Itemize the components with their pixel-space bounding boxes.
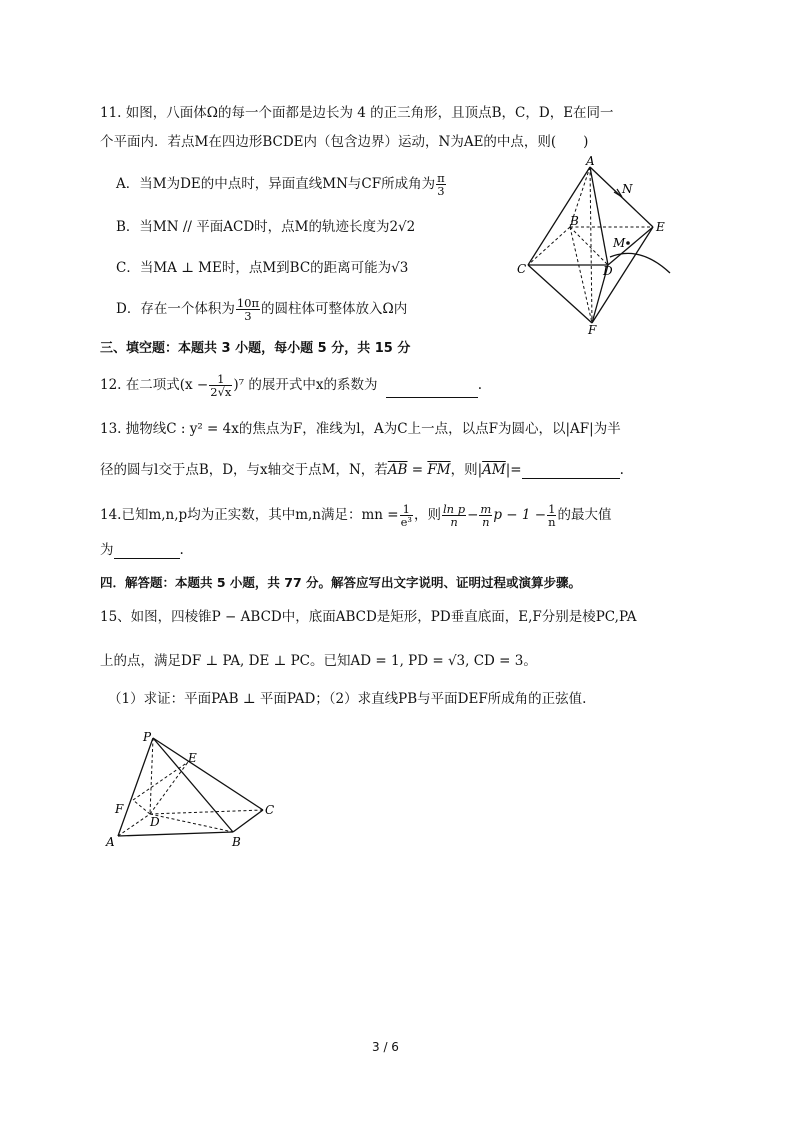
label-d: D (603, 264, 613, 278)
q12-fraction: $\frac{1}{2√x}$ (210, 372, 232, 399)
q12-text: 12. 在二项式(x − (100, 377, 209, 393)
vector-ab: $\overline{AB}$ (387, 462, 408, 478)
vector-am: $\overline{AM}$ (482, 462, 506, 478)
q11-line2: 个平面内．若点M在四边形BCDE内（包含边界）运动，N为AE的中点，则( ) (100, 134, 589, 150)
q14-line1 (100, 503, 611, 528)
q14-line2 (100, 541, 184, 559)
label-c: C (517, 262, 527, 276)
label-n: N (622, 182, 633, 196)
octahedron-figure (510, 155, 680, 335)
q15-line2: 上的点，满足DF ⊥ PA, DE ⊥ PC。已知AD = 1, PD = √3, CD = 3。 (100, 653, 537, 669)
q14-text-4: 的最大值 (557, 507, 612, 523)
label-b2: B (232, 835, 241, 849)
q13-text-2: ，则| (450, 462, 483, 478)
q12 (100, 373, 482, 398)
q15-line1: 15、如图，四棱锥P − ABCD中，底面ABCD是矩形，PD垂直底面，E,F分别是棱PC,PA (100, 609, 637, 625)
label-b: B (570, 214, 579, 228)
section-4-heading: 四．解答题：本题共 5 小题，共 77 分。解答应写出文字说明、证明过程或演算步骤。 (100, 575, 582, 590)
q14-fraction-3: $\frac{m}{n}$ (480, 502, 492, 529)
q11-option-d (116, 297, 407, 322)
label-c2: C (265, 803, 275, 817)
q13-text: 径的圆与l交于点B，D，与x轴交于点M，N，若 (100, 462, 388, 478)
q11-option-b: B．当MN // 平面ACD时，点M的轨迹长度为2√2 (116, 219, 416, 235)
q13-text-3: |= (505, 462, 522, 478)
pi-over-3-fraction: $\frac{\pi}{3}$ (437, 171, 445, 198)
label-a: A (586, 155, 595, 168)
q14-text-2: ，则 (414, 507, 441, 523)
q11-option-c: C．当MA ⊥ ME时，点M到BC的距离可能为√3 (116, 260, 409, 276)
q14-text: 14.已知m,n,p均为正实数，其中m,n满足：mn = (100, 507, 399, 523)
q12-text-2: )⁷ 的展开式中x的系数为 (233, 377, 378, 393)
q12-answer-blank[interactable] (386, 397, 478, 398)
q14-answer-blank[interactable] (114, 558, 180, 559)
q14-fraction-1: $\frac{1}{\text{e³}}$ (400, 502, 412, 529)
q14-end: . (179, 542, 184, 558)
q11-option-a (116, 172, 447, 197)
label-f2: F (115, 802, 124, 816)
q14-minus: − (467, 507, 479, 523)
label-p: P (143, 730, 152, 744)
q13-line1: 13. 抛物线C : y² = 4x的焦点为F，准线为l，A为C上一点，以点F为圆心，以|AF|为半 (100, 421, 621, 437)
q15-line3: （1）求证：平面PAB ⊥ 平面PAD；（2）求直线PB与平面DEF所成角的正弦值. (108, 691, 587, 707)
q13-end: . (619, 462, 624, 478)
q14-fraction-4: $\frac{1}{n}$ (548, 502, 556, 529)
q13-eq: = (407, 462, 428, 478)
pyramid-figure (100, 728, 290, 854)
q14-text-3: p − 1 − (493, 507, 547, 523)
q14-fraction-2: $\frac{\text{ln p}}{n}$ (443, 502, 466, 529)
option-d-text-end: 的圆柱体可整体放入Ω内 (261, 301, 408, 317)
q13-answer-blank[interactable] (522, 478, 620, 479)
q11-line1: 11. 如图，八面体Ω的每一个面都是边长为 4 的正三角形，且顶点B，C，D，E在同一 (100, 105, 614, 121)
label-d2: D (150, 815, 160, 829)
label-e: E (656, 220, 665, 234)
page-number: 3 / 6 (372, 1040, 399, 1054)
q14-text-5: 为 (100, 542, 114, 558)
label-e2: E (188, 751, 197, 765)
vector-fm: $\overline{FM}$ (427, 462, 451, 478)
label-f: F (588, 323, 597, 335)
section-3-heading: 三、填空题：本题共 3 小题，每小题 5 分，共 15 分 (100, 341, 411, 356)
q12-end: . (477, 377, 483, 393)
option-a-text: A．当M为DE的中点时，异面直线MN与CF所成角为 (116, 176, 436, 192)
option-d-text: D．存在一个体积为 (116, 301, 235, 317)
label-m: M (613, 236, 626, 250)
label-a2: A (106, 835, 115, 849)
q13-line2 (100, 461, 624, 479)
volume-fraction: $\frac{10\pi}{3}$ (236, 296, 260, 323)
